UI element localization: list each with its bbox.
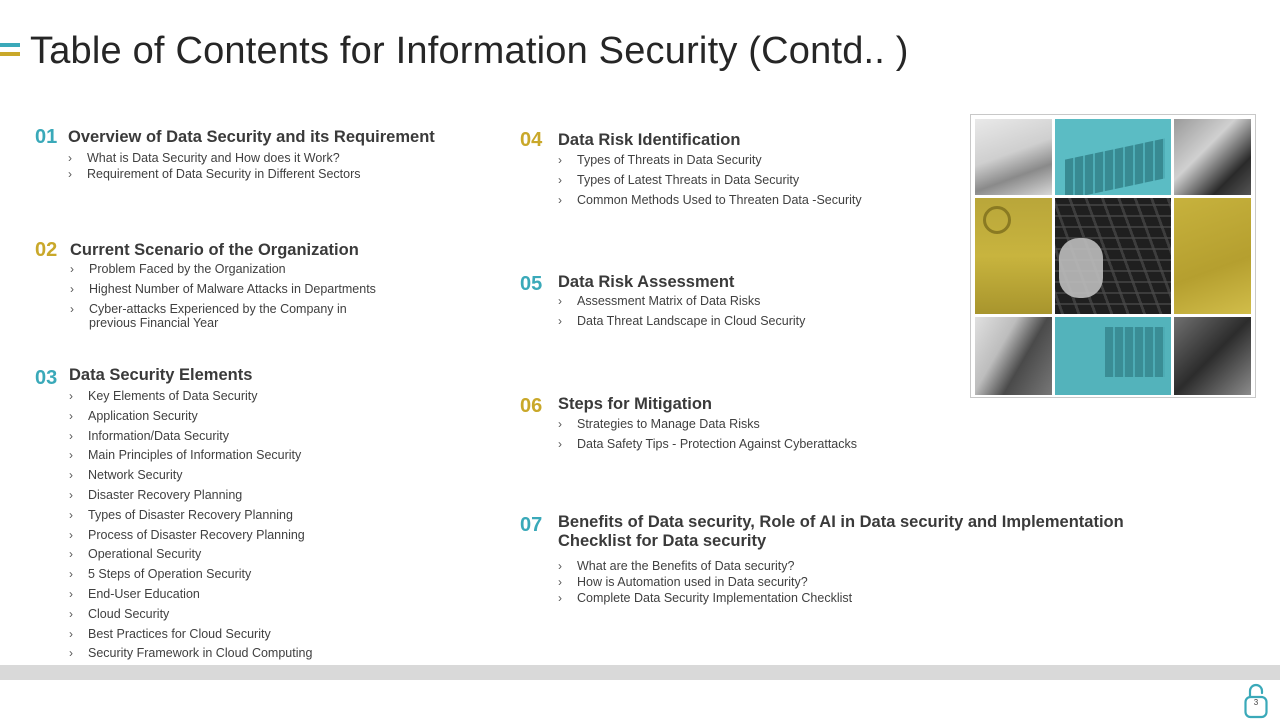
footer-bar	[0, 665, 1280, 680]
list-item: › What is Data Security and How does it Work?	[68, 151, 340, 165]
list-item: › Highest Number of Malware Attacks in Departments	[70, 282, 376, 296]
list-item: › Disaster Recovery Planning	[69, 487, 243, 502]
list-item: › Types of Latest Threats in Data Security	[558, 173, 800, 187]
page-title: Table of Contents for Information Security (Contd.. )	[30, 30, 909, 72]
list-item: › Requirement of Data Security in Different Sectors	[68, 167, 361, 181]
toc-section-05	[520, 271, 940, 341]
chevron-right-icon: ›	[69, 646, 73, 661]
collage-tile	[975, 119, 1052, 195]
chevron-right-icon: ›	[69, 626, 73, 641]
list-item: › What are the Benefits of Data security?	[558, 559, 795, 573]
chevron-right-icon: ›	[558, 193, 562, 207]
chevron-right-icon: ›	[558, 173, 562, 187]
collage-tile	[1055, 119, 1171, 195]
section-number: 01	[35, 126, 58, 148]
list-item: › Security Framework in Cloud Computing	[69, 646, 313, 661]
chevron-right-icon: ›	[69, 468, 73, 483]
chevron-right-icon: ›	[69, 586, 73, 601]
section-heading: Data Risk Assessment	[558, 273, 735, 291]
chevron-right-icon: ›	[69, 507, 73, 522]
list-item: › Strategies to Manage Data Risks	[558, 417, 760, 431]
chevron-right-icon: ›	[558, 559, 562, 573]
section-heading: Data Security Elements	[69, 366, 253, 384]
collage-tile	[1055, 317, 1171, 395]
toc-section-03	[35, 365, 455, 665]
section-heading: Data Risk Identification	[558, 131, 741, 149]
chevron-right-icon: ›	[68, 151, 72, 165]
chevron-right-icon: ›	[69, 428, 73, 443]
section-number: 02	[35, 239, 58, 261]
page-number: 3	[1253, 698, 1259, 707]
chevron-right-icon: ›	[558, 417, 562, 431]
section-items	[70, 262, 390, 330]
section-number: 03	[35, 367, 58, 389]
collage-tile	[1174, 119, 1251, 195]
title-accent-teal	[0, 43, 20, 47]
list-item: › Data Safety Tips - Protection Against Cyberattacks	[558, 437, 857, 451]
chevron-right-icon: ›	[69, 408, 73, 423]
toc-section-02	[35, 239, 455, 339]
collage-tile	[975, 317, 1052, 395]
list-item: › Types of Threats in Data Security	[558, 153, 762, 167]
section-heading: Overview of Data Security and its Requirement	[68, 128, 435, 146]
chevron-right-icon: ›	[558, 153, 562, 167]
list-item: › Cloud Security	[69, 606, 170, 621]
section-items	[69, 389, 312, 666]
chevron-right-icon: ›	[69, 487, 73, 502]
toc-section-01	[35, 126, 455, 196]
chevron-right-icon: ›	[558, 591, 562, 605]
section-heading: Current Scenario of the Organization	[70, 241, 359, 259]
list-item: › Data Threat Landscape in Cloud Security	[558, 314, 806, 328]
list-item: › Assessment Matrix of Data Risks	[558, 294, 761, 308]
chevron-right-icon: ›	[69, 389, 73, 403]
section-items	[558, 153, 862, 213]
chevron-right-icon: ›	[70, 282, 74, 296]
list-item: › How is Automation used in Data security?	[558, 575, 808, 589]
chevron-right-icon: ›	[70, 302, 74, 316]
toc-section-07	[520, 513, 1200, 613]
section-items	[558, 417, 857, 457]
collage-tile	[1055, 198, 1171, 314]
list-item: › Best Practices for Cloud Security	[69, 626, 271, 641]
chevron-right-icon: ›	[558, 294, 562, 308]
toc-section-06	[520, 394, 940, 464]
list-item: › Process of Disaster Recovery Planning	[69, 527, 305, 542]
list-item: › Key Elements of Data Security	[69, 389, 258, 403]
section-items	[68, 151, 361, 182]
list-item: › Complete Data Security Implementation Checklist	[558, 591, 853, 605]
chevron-right-icon: ›	[69, 448, 73, 463]
chevron-right-icon: ›	[558, 314, 562, 328]
collage-tile	[1174, 198, 1251, 314]
collage-tile	[1174, 317, 1251, 395]
section-items	[558, 559, 852, 607]
list-item: › Problem Faced by the Organization	[70, 262, 286, 276]
list-item: › Operational Security	[69, 547, 202, 562]
list-item: › Information/Data Security	[69, 428, 230, 443]
chevron-right-icon: ›	[68, 167, 72, 181]
collage-tile	[975, 198, 1052, 314]
section-number: 04	[520, 129, 543, 151]
list-item: › End-User Education	[69, 586, 200, 601]
chevron-right-icon: ›	[69, 547, 73, 562]
chevron-right-icon: ›	[69, 527, 73, 542]
chevron-right-icon: ›	[558, 575, 562, 589]
collage-image	[970, 114, 1256, 398]
section-number: 06	[520, 395, 543, 417]
list-item: › Network Security	[69, 468, 183, 483]
list-item: › 5 Steps of Operation Security	[69, 567, 252, 582]
section-heading: Benefits of Data security, Role of AI in Data security and Implementation Checklist for Data security	[558, 513, 1124, 550]
list-item: › Types of Disaster Recovery Planning	[69, 507, 293, 522]
list-item: › Cyber-attacks Experienced by the Company in previous Financial Year	[70, 302, 347, 330]
section-number: 05	[520, 273, 543, 295]
section-number: 07	[520, 514, 543, 536]
section-items	[558, 294, 805, 334]
section-heading: Steps for Mitigation	[558, 395, 712, 413]
chevron-right-icon: ›	[558, 437, 562, 451]
chevron-right-icon: ›	[69, 567, 73, 582]
chevron-right-icon: ›	[70, 262, 74, 276]
title-accent-gold	[0, 52, 20, 56]
toc-section-04	[520, 129, 940, 219]
list-item: › Common Methods Used to Threaten Data -Security	[558, 193, 862, 207]
list-item: › Application Security	[69, 408, 198, 423]
list-item: › Main Principles of Information Security	[69, 448, 302, 463]
chevron-right-icon: ›	[69, 606, 73, 621]
